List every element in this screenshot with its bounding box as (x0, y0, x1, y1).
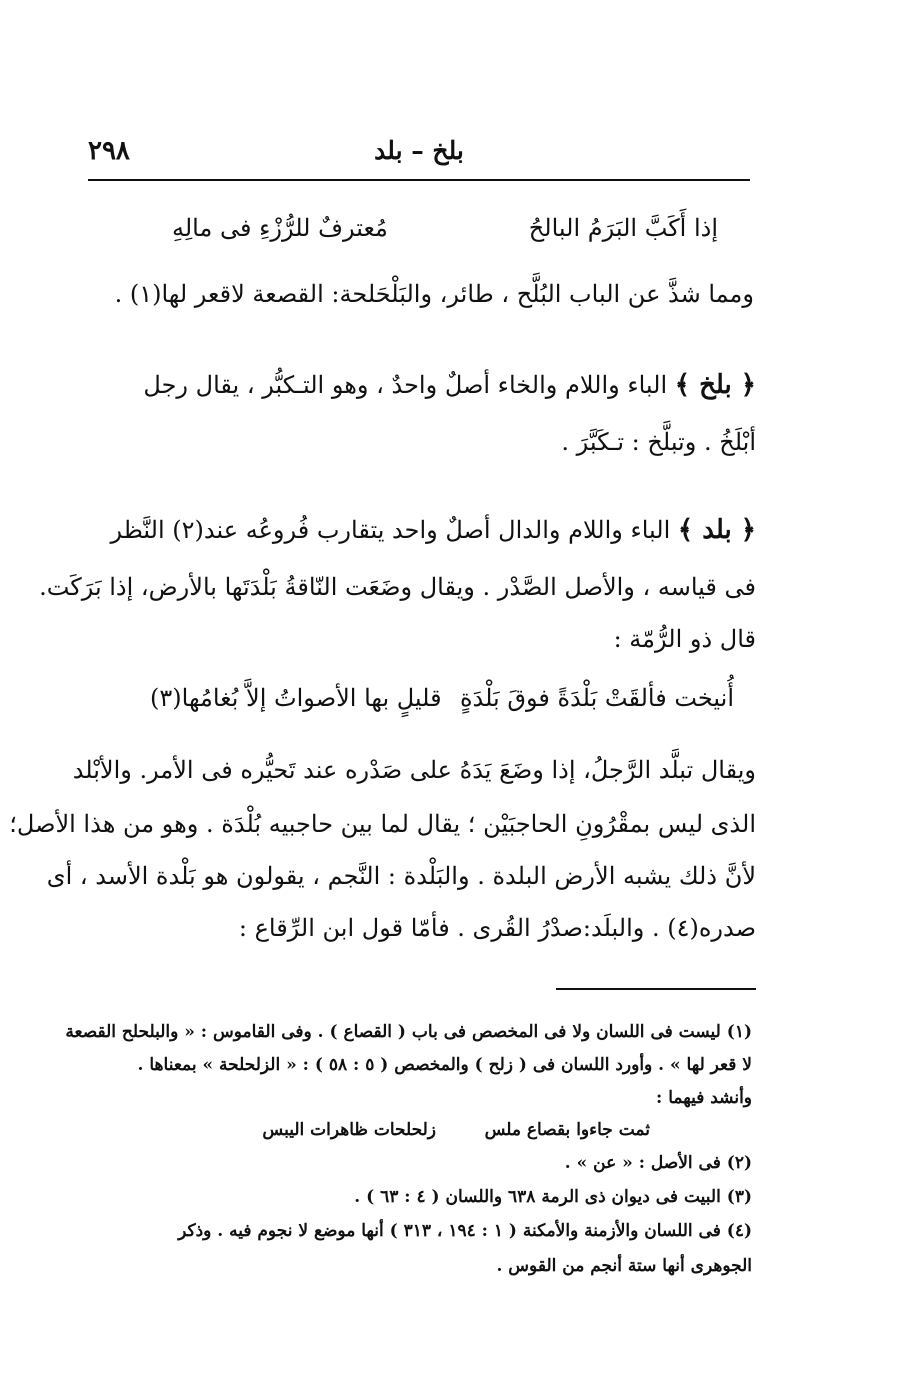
entry-balakh-text-1: الباء واللام والخاء أصلٌ واحدٌ ، وهو التـكبُّر ، يقال رجل (143, 371, 668, 399)
footnote-rule (556, 988, 756, 990)
entry-balad-line-2: فى قياسه ، والأصل الصَّدْر . ويقال وضَعَت النّاقةُ بَلْدَتَها بالأرض، إذا بَرَكَت. (39, 573, 756, 601)
text-line-shadh: ومما شذَّ عن الباب البُلَّح ، طائر، والبَلْحَلحة: القصعة لاقعر لها(١) . (114, 280, 754, 308)
page-header (88, 136, 750, 176)
footnote-1-line-1: (١) ليست فى اللسان ولا فى المخصص فى باب ( القصاع ) . وفى القاموس : « والبلحلح القصعة (65, 1022, 752, 1042)
verse-2-right-hemistich: أُنيخت فألقَتْ بَلْدَةً فوقَ بَلْدَةٍ (459, 684, 734, 712)
footnote-3: (٣) البيت فى ديوان ذى الرمة ٦٣٨ واللسان ( ٤ : ٦٣ ) . (354, 1187, 752, 1207)
footnote-1-line-3: وأنشد فيهما : (656, 1088, 752, 1108)
entry-balad-text-1: الباء واللام والدال أصلٌ واحد يتقارب فُروعُه عند(٢) النَّظر (110, 516, 671, 544)
footnote-1-verse-right: ثمت جاءوا بقصاع ملس (484, 1120, 650, 1140)
paragraph-line-2: الذى ليس بمقْرُونِ الحاجبَيْن ؛ يقال لما بين حاجبيه بُلْدَة . وهو من هذا الأصل؛ (9, 810, 756, 838)
paragraph-line-1: ويقال تبلَّد الرَّجلُ، إذا وضَعَ يَدَهُ على صَدْره عند تَحيُّره فى الأمر. والأبْلد (72, 756, 756, 784)
footnote-4-line-1: (٤) فى اللسان والأزمنة والأمكنة ( ١ : ١٩٤ ، ٣١٣ ) أنها موضع لا نجوم فيه . وذكر (178, 1221, 752, 1241)
verse-2 (150, 684, 734, 712)
entry-balad-line-1 (111, 515, 757, 545)
running-title: بلخ – بلد (374, 136, 464, 165)
entry-balakh-line-1 (143, 370, 756, 400)
footnote-1-verse-left: زلحلحات ظاهرات اليبس (262, 1120, 436, 1140)
entry-head-balad: ﴿ بلد ﴾ (677, 515, 756, 545)
page-number: ٢٩٨ (88, 136, 130, 166)
verse-2-left-hemistich: قليلٍ بها الأصواتُ إلاَّ بُغامُها(٣) (150, 684, 442, 712)
entry-balakh-line-2: أبْلَخُ . وتبلَّخ : تـكَبَّرَ . (561, 428, 756, 456)
footnote-4-line-2: الجوهرى أنها ستة أنجم من القوس . (496, 1256, 752, 1276)
paragraph-line-4: صدره(٤) . والبلَد:صدْرُ القُرى . فأمّا قول ابن الرِّقاع : (238, 914, 756, 942)
verse-1 (172, 214, 718, 242)
footnote-1-line-2: لا قعر لها » . وأورد اللسان فى ( زلح ) والمخصص ( ٥ : ٥٨ ) : « الزلحلحة » بمعناها . (137, 1055, 752, 1075)
header-rule (88, 179, 750, 181)
paragraph-line-3: لأنَّ ذلك يشبه الأرض البلدة . والبَلْدة : النَّجم ، يقولون هو بَلْدة الأسد ، أى (46, 862, 756, 890)
footnote-2: (٢) فى الأصل : « عن » . (564, 1153, 752, 1173)
verse-1-right-hemistich: إذا أَكَبَّ البَرَمُ البالحُ (528, 214, 718, 242)
entry-balad-line-3: قال ذو الرُّمّة : (613, 625, 756, 653)
entry-head-balakh: ﴿ بلخ ﴾ (674, 370, 756, 400)
verse-1-left-hemistich: مُعترفٌ للرُّزْءِ فى مالِهِ (172, 214, 388, 242)
